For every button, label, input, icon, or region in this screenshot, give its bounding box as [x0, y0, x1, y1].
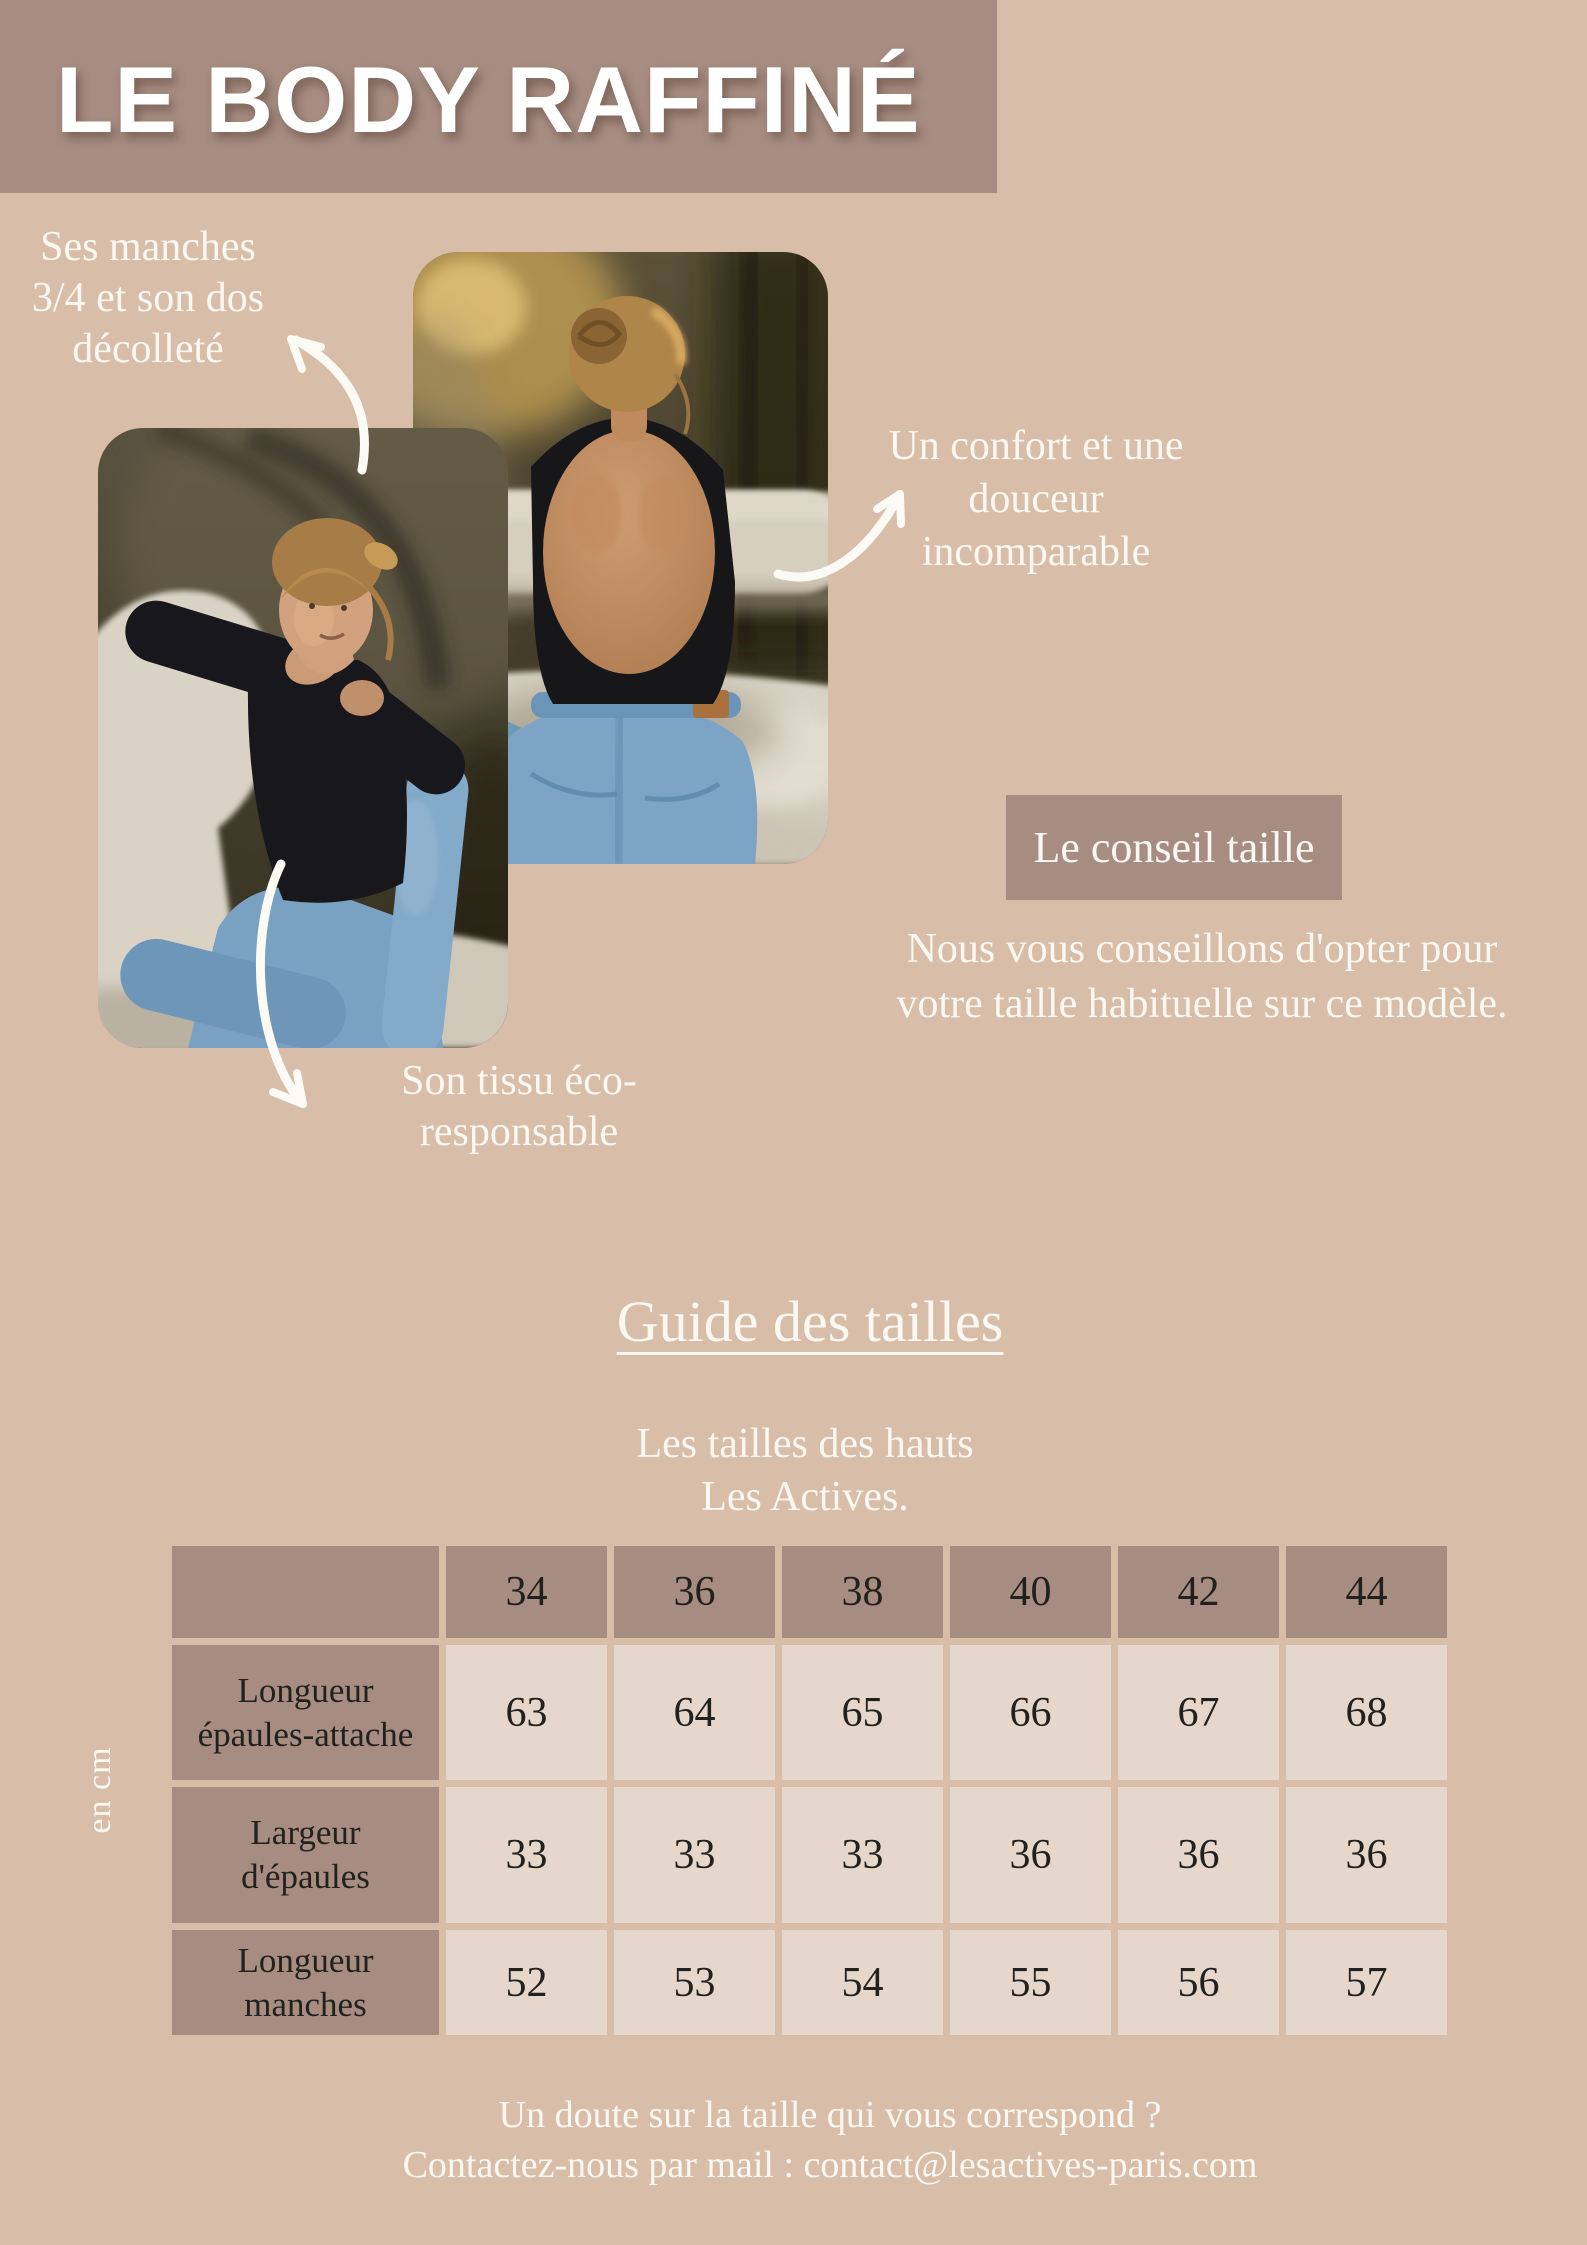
table-header-cell: 42 — [1118, 1546, 1279, 1638]
row-label-line: Longueur — [237, 1670, 374, 1710]
photo-model-front — [98, 428, 508, 1048]
size-advice-line: votre taille habituelle sur ce modèle. — [896, 981, 1508, 1027]
size-guide-subtitle-line: Les tailles des hauts — [636, 1421, 974, 1467]
annotation-line: Un confort et une — [888, 423, 1184, 469]
table-value-cell: 64 — [614, 1645, 775, 1780]
table-corner-cell — [172, 1546, 439, 1638]
row-label — [172, 1930, 439, 2035]
page-title: LE BODY RAFFINÉ — [56, 47, 921, 152]
size-advice-title-box — [1006, 795, 1342, 900]
annotation-line: Ses manches — [40, 224, 256, 270]
footer-line: Contactez-nous par mail : contact@lesactives-paris.com — [402, 2144, 1258, 2186]
size-advice-title: Le conseil taille — [1033, 823, 1315, 872]
table-value-cell: 33 — [782, 1787, 943, 1923]
row-label-line: épaules-attache — [197, 1714, 414, 1754]
table-value-cell: 56 — [1118, 1930, 1279, 2035]
size-advice-text — [852, 922, 1552, 1032]
table-value-cell: 33 — [446, 1787, 607, 1923]
annotation-line: Son tissu éco- — [401, 1058, 637, 1104]
annotation-line: 3/4 et son dos — [31, 275, 265, 321]
annotation-comfort — [866, 420, 1206, 579]
annotation-line: responsable — [419, 1109, 619, 1155]
size-advice-line: Nous vous conseillons d'opter pour — [906, 926, 1498, 972]
table-value-cell: 63 — [446, 1645, 607, 1780]
row-label — [172, 1787, 439, 1923]
size-table — [172, 1546, 1447, 2035]
annotation-fabric — [349, 1056, 689, 1158]
row-label-line: Largeur — [250, 1813, 361, 1852]
table-value-cell: 57 — [1286, 1930, 1447, 2035]
table-value-cell: 66 — [950, 1645, 1111, 1780]
size-guide-title: Guide des tailles — [616, 1289, 1004, 1354]
annotation-line: douceur — [968, 476, 1104, 522]
table-header-cell: 34 — [446, 1546, 607, 1638]
annotation-line: décolleté — [72, 326, 224, 372]
table-value-cell: 36 — [1118, 1787, 1279, 1923]
size-guide-subtitle-line: Les Actives. — [701, 1474, 909, 1520]
table-header-cell: 40 — [950, 1546, 1111, 1638]
table-value-cell: 67 — [1118, 1645, 1279, 1780]
table-value-cell: 52 — [446, 1930, 607, 2035]
table-value-cell: 55 — [950, 1930, 1111, 2035]
row-label — [172, 1645, 439, 1780]
table-header-cell: 38 — [782, 1546, 943, 1638]
table-value-cell: 68 — [1286, 1645, 1447, 1780]
size-guide-subtitle — [505, 1418, 1105, 1524]
unit-label: en cm — [81, 1746, 118, 1834]
table-header-cell: 44 — [1286, 1546, 1447, 1638]
table-value-cell: 36 — [1286, 1787, 1447, 1923]
footer-line: Un doute sur la taille qui vous correspond ? — [498, 2094, 1162, 2136]
table-header-cell: 36 — [614, 1546, 775, 1638]
photo-model-front-art — [98, 428, 508, 1048]
table-value-cell: 36 — [950, 1787, 1111, 1923]
table-value-cell: 53 — [614, 1930, 775, 2035]
table-value-cell: 65 — [782, 1645, 943, 1780]
annotation-sleeves — [0, 222, 313, 375]
table-value-cell: 33 — [614, 1787, 775, 1923]
annotation-line: incomparable — [921, 529, 1151, 575]
row-label-line: Longueur — [237, 1940, 374, 1980]
row-label-line: d'épaules — [241, 1857, 370, 1896]
table-value-cell: 54 — [782, 1930, 943, 2035]
row-label-line: manches — [244, 1984, 367, 2024]
footer-contact — [280, 2090, 1380, 2190]
